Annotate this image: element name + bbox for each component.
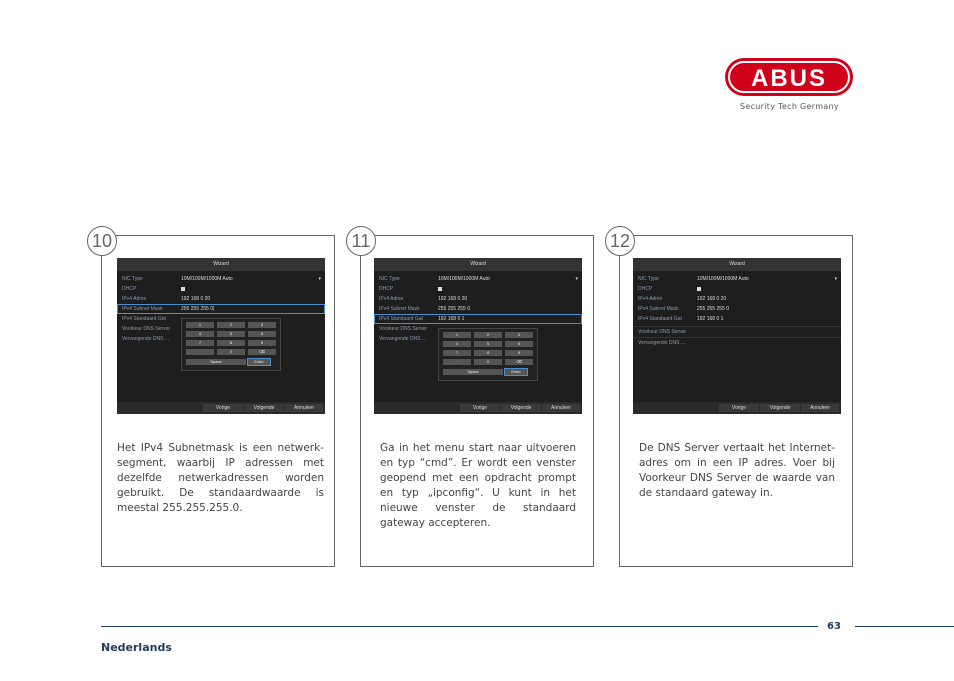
row-alternate-dns[interactable]: Vervangende DNS ... (379, 336, 426, 342)
key-7[interactable]: 7 (443, 350, 471, 356)
step-number-badge: 12 (605, 226, 635, 256)
row-preferred-dns[interactable]: Voorkeur DNS Server (379, 326, 428, 332)
row-default-gateway[interactable]: IPv4 Standaard Gat 192 168 0 1 (374, 314, 582, 324)
step-panel-10 (101, 235, 335, 567)
key-enter[interactable]: Enter (248, 359, 270, 365)
step-panel-12 (619, 235, 853, 567)
key-6[interactable]: 6 (505, 341, 533, 347)
step-description: Ga in het menu start naar uitvoeren en typ “cmd”. Er wordt een venster geopend met een opdracht prompt en typ „ipconfig“. U kunt in het nieuwe venster de standaard gateway accepteren. (380, 442, 576, 529)
key-7[interactable]: 7 (186, 340, 214, 346)
row-alternate-dns[interactable]: Vervangende DNS ... (122, 336, 169, 342)
key-enter[interactable]: Enter (505, 369, 527, 375)
wizard-title: Wizard (117, 258, 325, 271)
step-number-badge: 11 (346, 226, 376, 256)
row-dhcp[interactable]: DHCP (633, 284, 841, 294)
footer-language: Nederlands (101, 641, 172, 654)
step-description: Het IPv4 Subnetmask is een netwerk-segment, waarbij IP adressen met dezelfde netwerkadressen worden gebruikt. De standaardwaarde is meestal 255.255.255.0. (117, 442, 324, 514)
numeric-keypad (438, 328, 538, 381)
cancel-button[interactable]: Annuleer (542, 404, 580, 412)
next-button[interactable]: Volgende (760, 404, 800, 412)
row-subnet-mask[interactable]: IPv4 Subnet Mask 255 255 255 0 (638, 306, 729, 312)
svg-text:ABUS: ABUS (750, 65, 828, 92)
row-preferred-dns[interactable]: Voorkeur DNS Server (633, 326, 841, 338)
key-3[interactable]: 3 (248, 322, 276, 328)
wizard-title: Wizard (633, 258, 841, 271)
wizard-screen (374, 258, 582, 414)
row-dhcp[interactable]: DHCP (374, 284, 582, 294)
page-number: 63 (827, 621, 841, 632)
row-default-gateway[interactable]: IPv4 Standaard Gat (122, 316, 166, 322)
key-dot[interactable]: · (443, 359, 471, 365)
key-5[interactable]: 5 (217, 331, 245, 337)
cancel-button[interactable]: Annuleer (801, 404, 839, 412)
key-4[interactable]: 4 (443, 341, 471, 347)
row-preferred-dns[interactable]: Voorkeur DNS Server (122, 326, 171, 332)
dropdown-arrow-icon: ▾ (318, 276, 321, 282)
key-4[interactable]: 4 (186, 331, 214, 337)
next-button[interactable]: Volgende (501, 404, 541, 412)
key-1[interactable]: 1 (443, 332, 471, 338)
key-9[interactable]: 9 (505, 350, 533, 356)
key-dot[interactable]: · (186, 349, 214, 355)
prev-button[interactable]: Vorige (719, 404, 759, 412)
key-backspace[interactable]: ⌫ (248, 349, 276, 355)
key-1[interactable]: 1 (186, 322, 214, 328)
row-default-gateway[interactable]: IPv4 Standaard Gat 192 168 0 1 (638, 316, 724, 322)
wizard-screen (633, 258, 841, 414)
key-8[interactable]: 8 (474, 350, 502, 356)
prev-button[interactable]: Vorige (203, 404, 243, 412)
row-alternate-dns[interactable]: Vervangende DNS ... (638, 340, 685, 346)
key-3[interactable]: 3 (505, 332, 533, 338)
key-8[interactable]: 8 (217, 340, 245, 346)
row-nic-type[interactable]: NIC Type 10M/100M/1000M Auto ▾ (638, 276, 837, 282)
dhcp-checkbox[interactable] (181, 287, 185, 291)
footer-rule (855, 626, 954, 627)
footer-rule (101, 626, 818, 627)
key-2[interactable]: 2 (474, 332, 502, 338)
prev-button[interactable]: Vorige (460, 404, 500, 412)
dhcp-checkbox[interactable] (697, 287, 701, 291)
step-number-badge: 10 (87, 226, 117, 256)
row-subnet-mask[interactable]: IPv4 Subnet Mask 255 255 255 0| (117, 304, 325, 314)
numeric-keypad (181, 318, 281, 371)
dropdown-arrow-icon: ▾ (575, 276, 578, 282)
key-5[interactable]: 5 (474, 341, 502, 347)
wizard-screen (117, 258, 325, 414)
step-panel-11 (360, 235, 594, 567)
abus-logo (724, 57, 854, 97)
dhcp-checkbox[interactable] (438, 287, 442, 291)
wizard-button-bar (633, 402, 841, 414)
key-0[interactable]: 0 (474, 359, 502, 365)
step-description: De DNS Server vertaalt het Internet-adres om in een IP adres. Voer bij Voorkeur DNS Server de waarde van de standaard gateway in. (639, 442, 835, 499)
key-6[interactable]: 6 (248, 331, 276, 337)
wizard-title: Wizard (374, 258, 582, 271)
row-subnet-mask[interactable]: IPv4 Subnet Mask 255 255 255 0 (379, 306, 470, 312)
cancel-button[interactable]: Annuleer (285, 404, 323, 412)
key-space[interactable]: Space (186, 359, 246, 365)
key-backspace[interactable]: ⌫ (505, 359, 533, 365)
key-space[interactable]: Space (443, 369, 503, 375)
dropdown-arrow-icon: ▾ (834, 276, 837, 282)
row-nic-type[interactable]: NIC Type 10M/100M/1000M Auto ▾ (122, 276, 321, 282)
row-ipv4-address[interactable]: IPv4 Adres 192 168 0 20 (638, 296, 727, 302)
row-ipv4-address[interactable]: IPv4 Adres 192 168 0 20 (122, 296, 211, 302)
wizard-button-bar (117, 402, 325, 414)
row-dhcp[interactable]: DHCP (117, 284, 325, 294)
row-nic-type[interactable]: NIC Type 10M/100M/1000M Auto ▾ (379, 276, 578, 282)
next-button[interactable]: Volgende (244, 404, 284, 412)
key-0[interactable]: 0 (217, 349, 245, 355)
key-2[interactable]: 2 (217, 322, 245, 328)
row-ipv4-address[interactable]: IPv4 Adres 192 168 0 20 (379, 296, 468, 302)
wizard-button-bar (374, 402, 582, 414)
brand-tagline: Security Tech Germany (740, 102, 839, 111)
key-9[interactable]: 9 (248, 340, 276, 346)
